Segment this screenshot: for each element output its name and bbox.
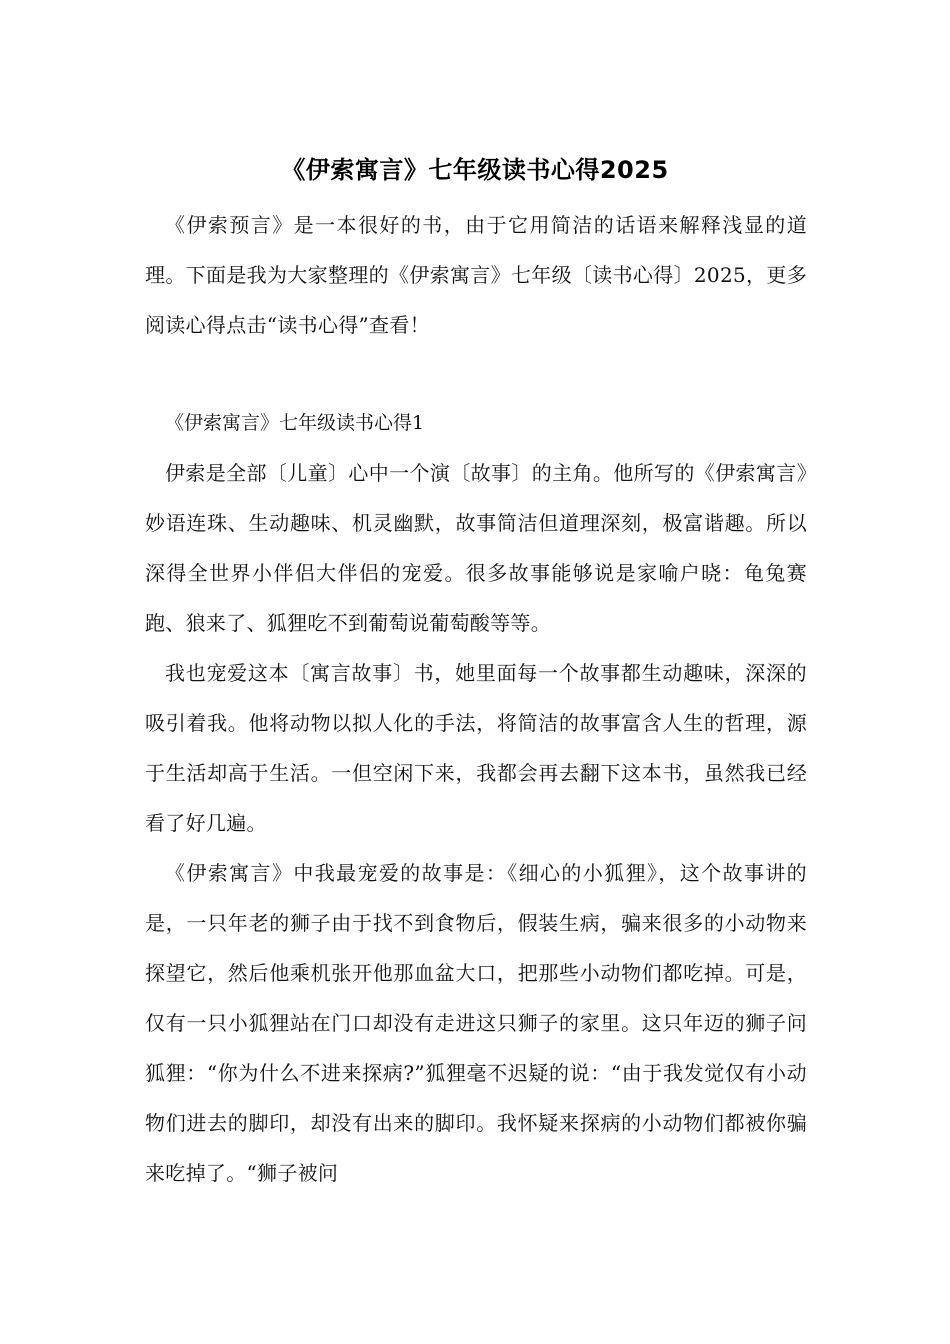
main-section — [145, 448, 807, 1198]
intro-section — [145, 200, 807, 350]
section-heading: 《伊索寓言》七年级读书心得1 — [165, 412, 425, 434]
document-title: 《伊索寓言》七年级读书心得2025 — [281, 156, 669, 184]
body-paragraph-3: 《伊索寓言》中我最宠爱的故事是：《细心的小狐狸》，这个故事讲的是，一只年老的狮子由于找不到食物后，假装生病，骗来很多的小动物来探望它，然后他乘机张开他那血盆大口，把那些小动物们都吃掉。可是，仅有一只小狐狸站在门口却没有走进这只狮子的家里。这只年迈的狮子问狐狸：“你为什么不进来探病?”狐狸毫不迟疑的说：“由于我发觉仅有小动物们进去的脚印，却没有出来的脚印。我怀疑来探病的小动物们都被你骗来吃掉了。“狮子被问 — [145, 861, 807, 1185]
intro-paragraph: 《伊索预言》是一本很好的书，由于它用简洁的话语来解释浅显的道理。下面是我为大家整理的《伊索寓言》七年级〔读书心得〕2025，更多阅读心得点击“读书心得”查看！ — [145, 213, 807, 337]
body-paragraph-2: 我也宠爱这本〔寓言故事〕书，她里面每一个故事都生动趣味，深深的吸引着我。他将动物以拟人化的手法，将简洁的故事富含人生的哲理，源于生活却高于生活。一但空闲下来，我都会再去翻下这本书，虽然我已经看了好几遍。 — [145, 661, 807, 835]
body-paragraph-1: 伊索是全部〔儿童〕心中一个演〔故事〕的主角。他所写的《伊索寓言》妙语连珠、生动趣味、机灵幽默，故事简洁但道理深刻，极富谐趣。所以深得全世界小伴侣大伴侣的宠爱。很多故事能够说是家喻户晓：龟兔赛跑、狼来了、狐狸吃不到葡萄说葡萄酸等等。 — [145, 461, 807, 635]
